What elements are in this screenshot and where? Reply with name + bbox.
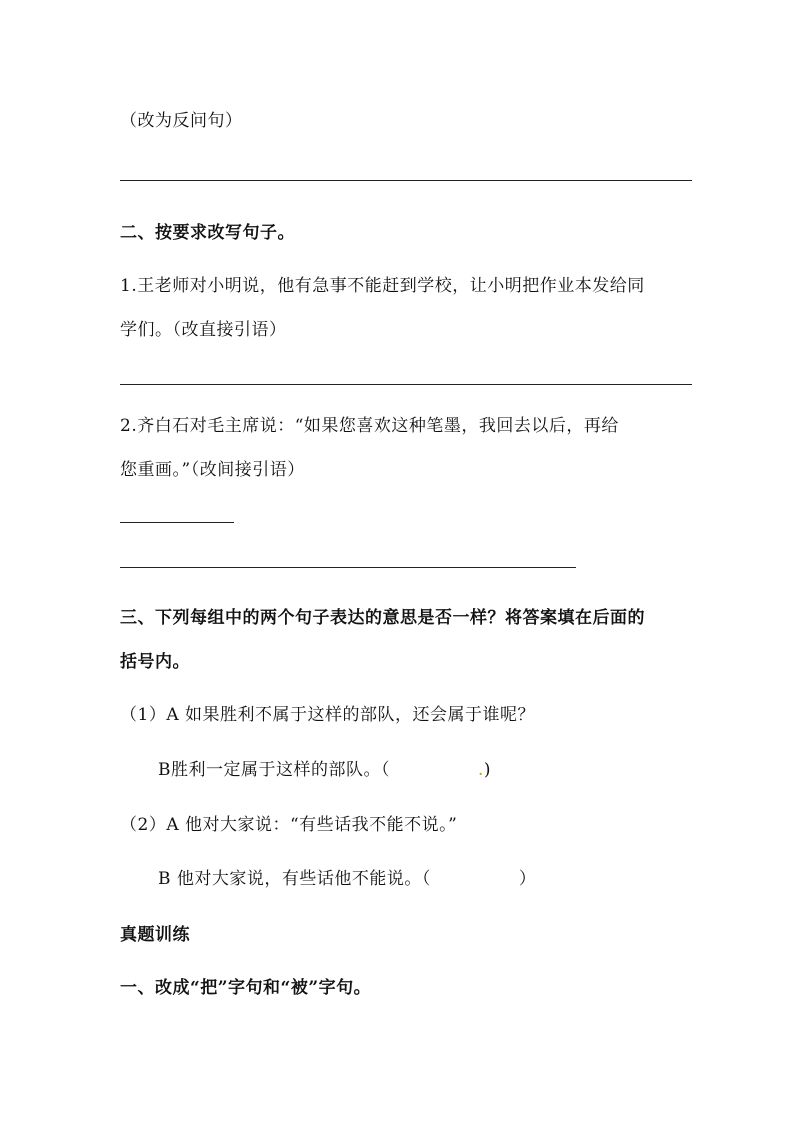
line-instruction-rhetorical: （改为反问句） [120,111,243,131]
section-3-heading-b: 括号内。 [120,652,190,672]
answer-line-4 [120,567,576,568]
section-2-heading: 二、按要求改写句子。 [120,223,295,243]
pair-1-close-paren: ) [483,760,492,780]
pair-2-close-paren: ） [518,869,537,889]
pair-1-sentence-a: （1）A 如果胜利不属于这样的部队，还会属于谁呢？ [120,705,535,725]
pair-1-sentence-b [158,755,491,780]
answer-line-3-short [120,522,234,523]
question-2-line-b: 您重画。”（改间接引语） [120,460,305,480]
question-1-line-a: 1.王老师对小明说，他有急事不能赶到学校，让小明把作业本发给同 [120,276,645,296]
answer-line-2 [120,384,692,385]
question-2-line-a: 2.齐白石对毛主席说：“如果您喜欢这种笔墨，我回去以后，再给 [120,416,619,436]
answer-line-1 [120,180,692,181]
pair-2-sentence-a: （2）A 他对大家说：“有些话我不能不说。” [120,815,458,835]
pair-2-sentence-b [158,864,536,889]
zhenti-heading: 真题训练 [120,925,190,945]
section-1-heading: 一、改成“把”字句和“被”字句。 [120,978,372,998]
section-3-heading-a: 三、下列每组中的两个句子表达的意思是否一样？将答案填在后面的 [120,608,645,628]
pair-2-sentence-b-text: B 他对大家说，有些话他不能说。（ [158,869,431,889]
dot-mark: . [478,760,484,780]
question-1-line-b: 学们。（改直接引语） [120,320,287,340]
pair-1-sentence-b-text: B胜利一定属于这样的部队。（ [158,760,390,780]
